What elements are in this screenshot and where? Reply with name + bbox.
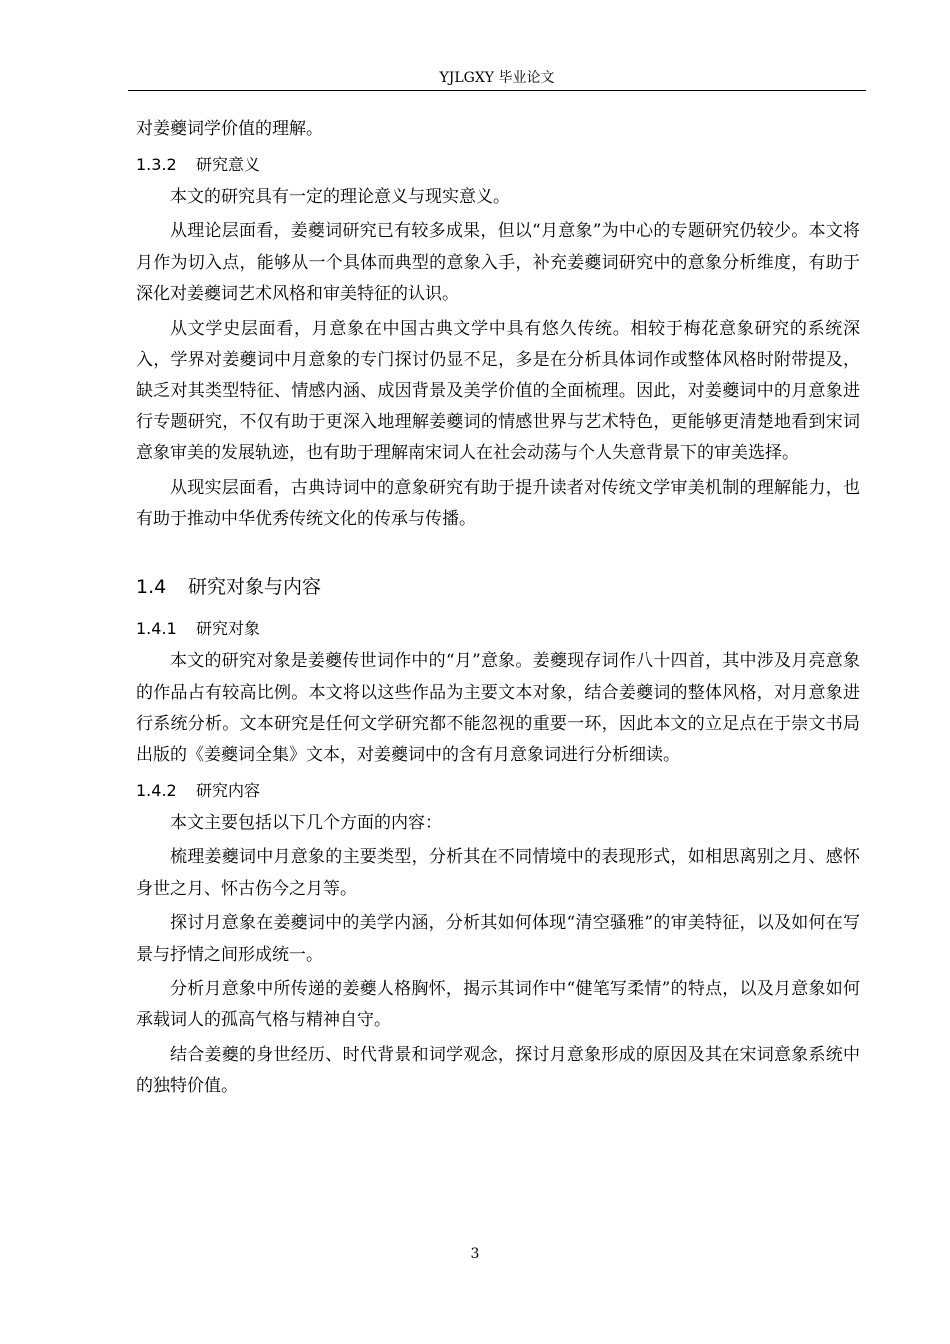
section-heading-1-3-2 (136, 149, 860, 180)
paragraph: 分析月意象中所传递的姜夔人格胸怀，揭示其词作中“健笔写柔情”的特点，以及月意象如何承载词人的孤高气格与精神自守。 (136, 979, 860, 1031)
paragraph: 从文学史层面看，月意象在中国古典文学中具有悠久传统。相较于梅花意象研究的系统深入，学界对姜夔词中月意象的专门探讨仍显不足，多是在分析具体词作或整体风格时附带提及，缺乏对其类型特征、情感内涵、成因背景及美学价值的全面梳理。因此，对姜夔词中的月意象进行专题研究，不仅有助于更深入地理解姜夔词的情感世界与艺术特色，更能够更清楚地看到宋词意象审美的发展轨迹，也有助于理解南宋词人在社会动荡与个人失意背景下的审美选择。 (136, 318, 860, 464)
section-heading-1-4 (136, 572, 860, 602)
paragraph: 本文的研究具有一定的理论意义与现实意义。 (170, 186, 510, 207)
section-number: 1.4 (136, 576, 167, 599)
section-title: 研究对象 (196, 619, 261, 639)
page-body (136, 114, 860, 1106)
section-heading-1-4-1 (136, 613, 860, 644)
section-title: 研究内容 (196, 780, 261, 800)
continued-paragraph: 对姜夔词学价值的理解。 (136, 119, 323, 139)
paragraph: 结合姜夔的身世经历、时代背景和词学观念，探讨月意象形成的原因及其在宋词意象系统中的独特价值。 (136, 1045, 860, 1097)
section-number: 1.4.2 (136, 780, 177, 800)
section-number: 1.4.1 (136, 619, 177, 639)
section-title: 研究意义 (196, 154, 261, 174)
paragraph: 探讨月意象在姜夔词中的美学内涵，分析其如何体现“清空骚雅”的审美特征，以及如何在写景与抒情之间形成统一。 (136, 913, 860, 965)
paragraph: 梳理姜夔词中月意象的主要类型，分析其在不同情境中的表现形式，如相思离别之月、感怀身世之月、怀古伤今之月等。 (136, 847, 860, 899)
header-rule (128, 90, 866, 91)
section-number: 1.3.2 (136, 154, 177, 174)
paragraph: 从理论层面看，姜夔词研究已有较多成果，但以“月意象”为中心的专题研究仍较少。本文将月作为切入点，能够从一个具体而典型的意象入手，补充姜夔词研究中的意象分析维度，有助于深化对姜夔词艺术风格和审美特征的认识。 (136, 221, 860, 304)
section-title: 研究对象与内容 (188, 576, 322, 599)
section-heading-1-4-2 (136, 775, 860, 806)
paragraph: 本文主要包括以下几个方面的内容： (170, 812, 442, 833)
paragraph: 从现实层面看，古典诗词中的意象研究有助于提升读者对传统文学审美机制的理解能力，也有助于推动中华优秀传统文化的传承与传播。 (136, 478, 860, 530)
running-header: YJLGXY 毕业论文 (439, 70, 555, 86)
page-number: 3 (470, 1246, 480, 1262)
paragraph: 本文的研究对象是姜夔传世词作中的“月”意象。姜夔现存词作八十四首，其中涉及月亮意象的作品占有较高比例。本文将以这些作品为主要文本对象，结合姜夔词的整体风格，对月意象进行系统分析。文本研究是任何文学研究都不能忽视的重要一环，因此本文的立足点在于崇文书局出版的《姜夔词全集》文本，对姜夔词中的含有月意象词进行分析细读。 (136, 651, 860, 766)
